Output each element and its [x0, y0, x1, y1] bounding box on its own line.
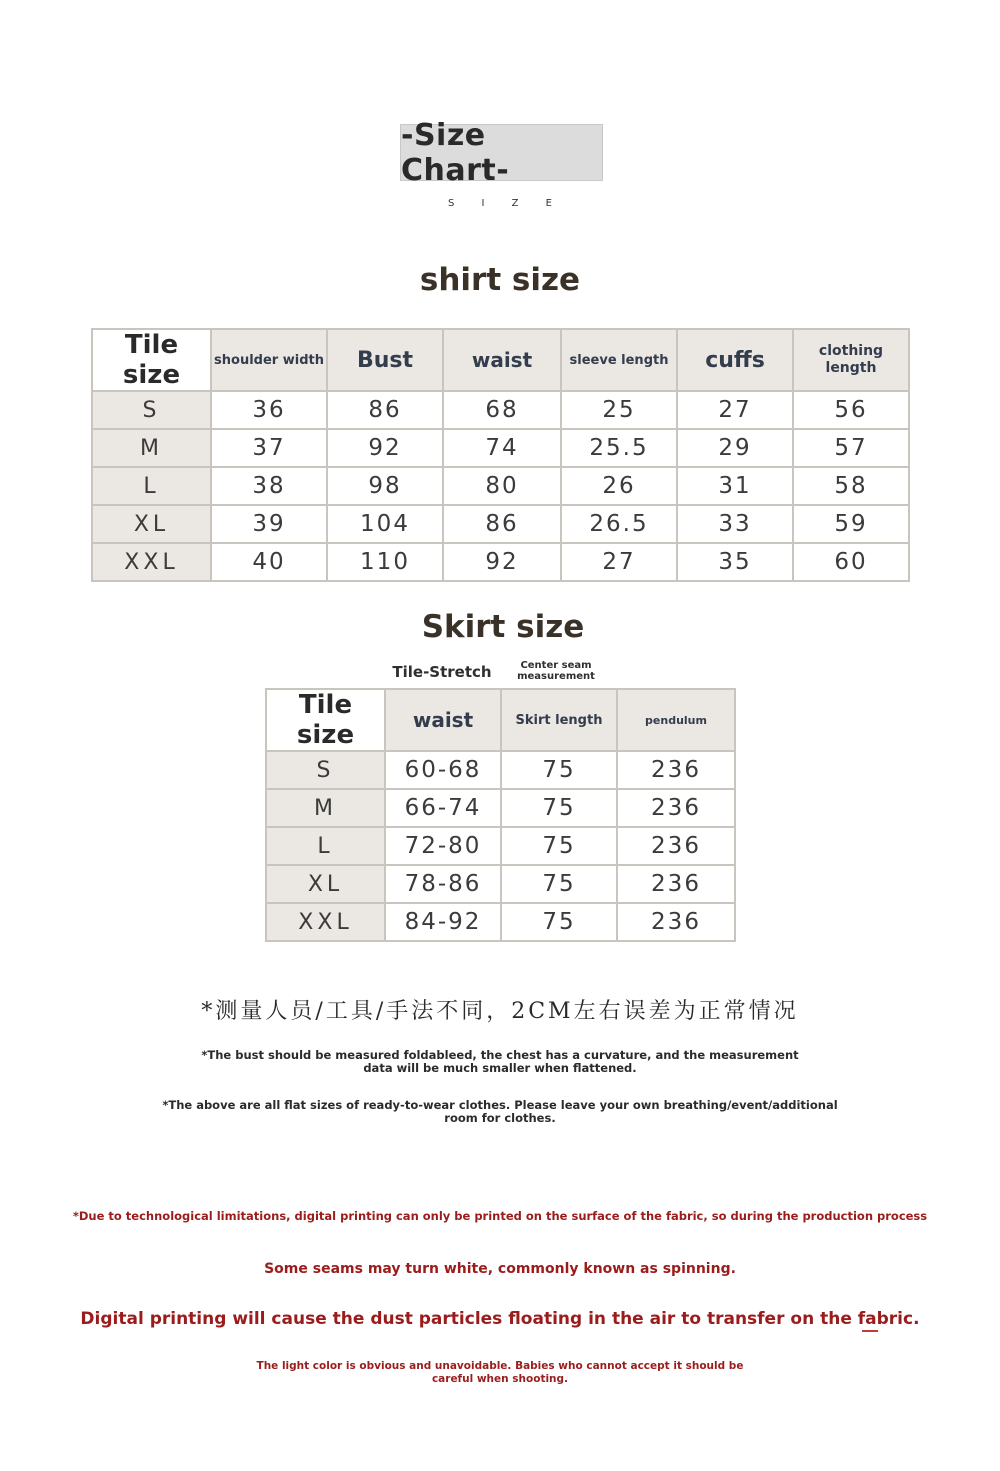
table-cell: 25 [561, 391, 677, 429]
table-cell: 60-68 [385, 751, 501, 789]
shirt-header-clothing-length: clothing length [793, 329, 909, 391]
table-cell: 75 [501, 827, 617, 865]
table-cell: 59 [793, 505, 909, 543]
table-cell: 26.5 [561, 505, 677, 543]
size-label: L [92, 467, 211, 505]
dust-particles-note: Digital printing will cause the dust particles floating in the air to transfer on the fabric. [80, 1309, 920, 1329]
skirt-header-tile-size: Tile size [266, 689, 385, 751]
center-seam-label: Center seam measurement [517, 660, 595, 682]
table-row [266, 865, 735, 903]
table-cell: 74 [443, 429, 561, 467]
shirt-header-bust: Bust [327, 329, 443, 391]
table-cell: 36 [211, 391, 327, 429]
table-cell: 31 [677, 467, 793, 505]
table-cell: 38 [211, 467, 327, 505]
table-cell: 60 [793, 543, 909, 581]
shirt-size-title: shirt size [419, 262, 581, 298]
table-row [266, 789, 735, 827]
table-row [92, 543, 909, 581]
size-label: M [266, 789, 385, 827]
size-subtitle: S I Z E [447, 198, 564, 209]
table-cell: 40 [211, 543, 327, 581]
size-label: XXL [92, 543, 211, 581]
size-label: S [92, 391, 211, 429]
table-cell: 25.5 [561, 429, 677, 467]
table-row [92, 429, 909, 467]
table-cell: 66-74 [385, 789, 501, 827]
measurement-error-note-cn: *测量人员/工具/手法不同，2CM左右误差为正常情况 [201, 999, 799, 1024]
table-row [92, 505, 909, 543]
size-label: M [92, 429, 211, 467]
table-cell: 56 [793, 391, 909, 429]
shirt-header-sleeve-length: sleeve length [561, 329, 677, 391]
table-cell: 86 [327, 391, 443, 429]
table-cell: 75 [501, 789, 617, 827]
table-cell: 33 [677, 505, 793, 543]
table-cell: 75 [501, 903, 617, 941]
table-row [266, 827, 735, 865]
flat-size-note: *The above are all flat sizes of ready-to-wear clothes. Please leave your own breathing/event/additional room for clothes. [162, 1098, 838, 1125]
light-color-note: The light color is obvious and unavoidable. Babies who cannot accept it should be careful when shooting. [256, 1360, 744, 1385]
table-cell: 37 [211, 429, 327, 467]
skirt-header-pendulum: pendulum [617, 689, 735, 751]
table-cell: 236 [617, 903, 735, 941]
decorative-dash [862, 1330, 878, 1332]
table-cell: 68 [443, 391, 561, 429]
table-cell: 84-92 [385, 903, 501, 941]
table-cell: 57 [793, 429, 909, 467]
shirt-header-waist: waist [443, 329, 561, 391]
table-cell: 75 [501, 865, 617, 903]
table-cell: 98 [327, 467, 443, 505]
size-label: XXL [266, 903, 385, 941]
table-cell: 86 [443, 505, 561, 543]
table-cell: 27 [677, 391, 793, 429]
table-cell: 58 [793, 467, 909, 505]
size-chart-title: -Size Chart- [400, 124, 603, 181]
table-cell: 236 [617, 865, 735, 903]
table-cell: 78-86 [385, 865, 501, 903]
skirt-header-skirt-length: Skirt length [501, 689, 617, 751]
skirt-size-table [265, 688, 736, 942]
table-cell: 110 [327, 543, 443, 581]
seams-white-note: Some seams may turn white, commonly known as spinning. [264, 1261, 736, 1277]
shirt-header-cuffs: cuffs [677, 329, 793, 391]
table-cell: 92 [327, 429, 443, 467]
shirt-header-shoulder-width: shoulder width [211, 329, 327, 391]
skirt-header-row [266, 689, 735, 751]
shirt-header-tile-size: Tile size [92, 329, 211, 391]
size-label: XL [266, 865, 385, 903]
skirt-header-waist: waist [385, 689, 501, 751]
table-cell: 75 [501, 751, 617, 789]
table-cell: 29 [677, 429, 793, 467]
printing-limitation-note: *Due to technological limitations, digital printing can only be printed on the surface of the fabric, so during the production process [72, 1209, 928, 1223]
bust-note: *The bust should be measured foldableed, the chest has a curvature, and the measurement data will be much smaller when flattened. [201, 1048, 799, 1075]
table-cell: 104 [327, 505, 443, 543]
table-cell: 80 [443, 467, 561, 505]
table-cell: 35 [677, 543, 793, 581]
table-cell: 236 [617, 751, 735, 789]
table-cell: 39 [211, 505, 327, 543]
table-row [266, 751, 735, 789]
table-cell: 26 [561, 467, 677, 505]
size-label: XL [92, 505, 211, 543]
table-row [266, 903, 735, 941]
tile-stretch-label: Tile-Stretch [392, 663, 492, 681]
skirt-size-title: Skirt size [421, 609, 585, 645]
table-cell: 236 [617, 827, 735, 865]
shirt-size-table [91, 328, 910, 582]
table-row [92, 467, 909, 505]
table-cell: 236 [617, 789, 735, 827]
table-cell: 27 [561, 543, 677, 581]
table-cell: 92 [443, 543, 561, 581]
table-row [92, 391, 909, 429]
size-label: L [266, 827, 385, 865]
table-cell: 72-80 [385, 827, 501, 865]
shirt-header-row [92, 329, 909, 391]
size-label: S [266, 751, 385, 789]
